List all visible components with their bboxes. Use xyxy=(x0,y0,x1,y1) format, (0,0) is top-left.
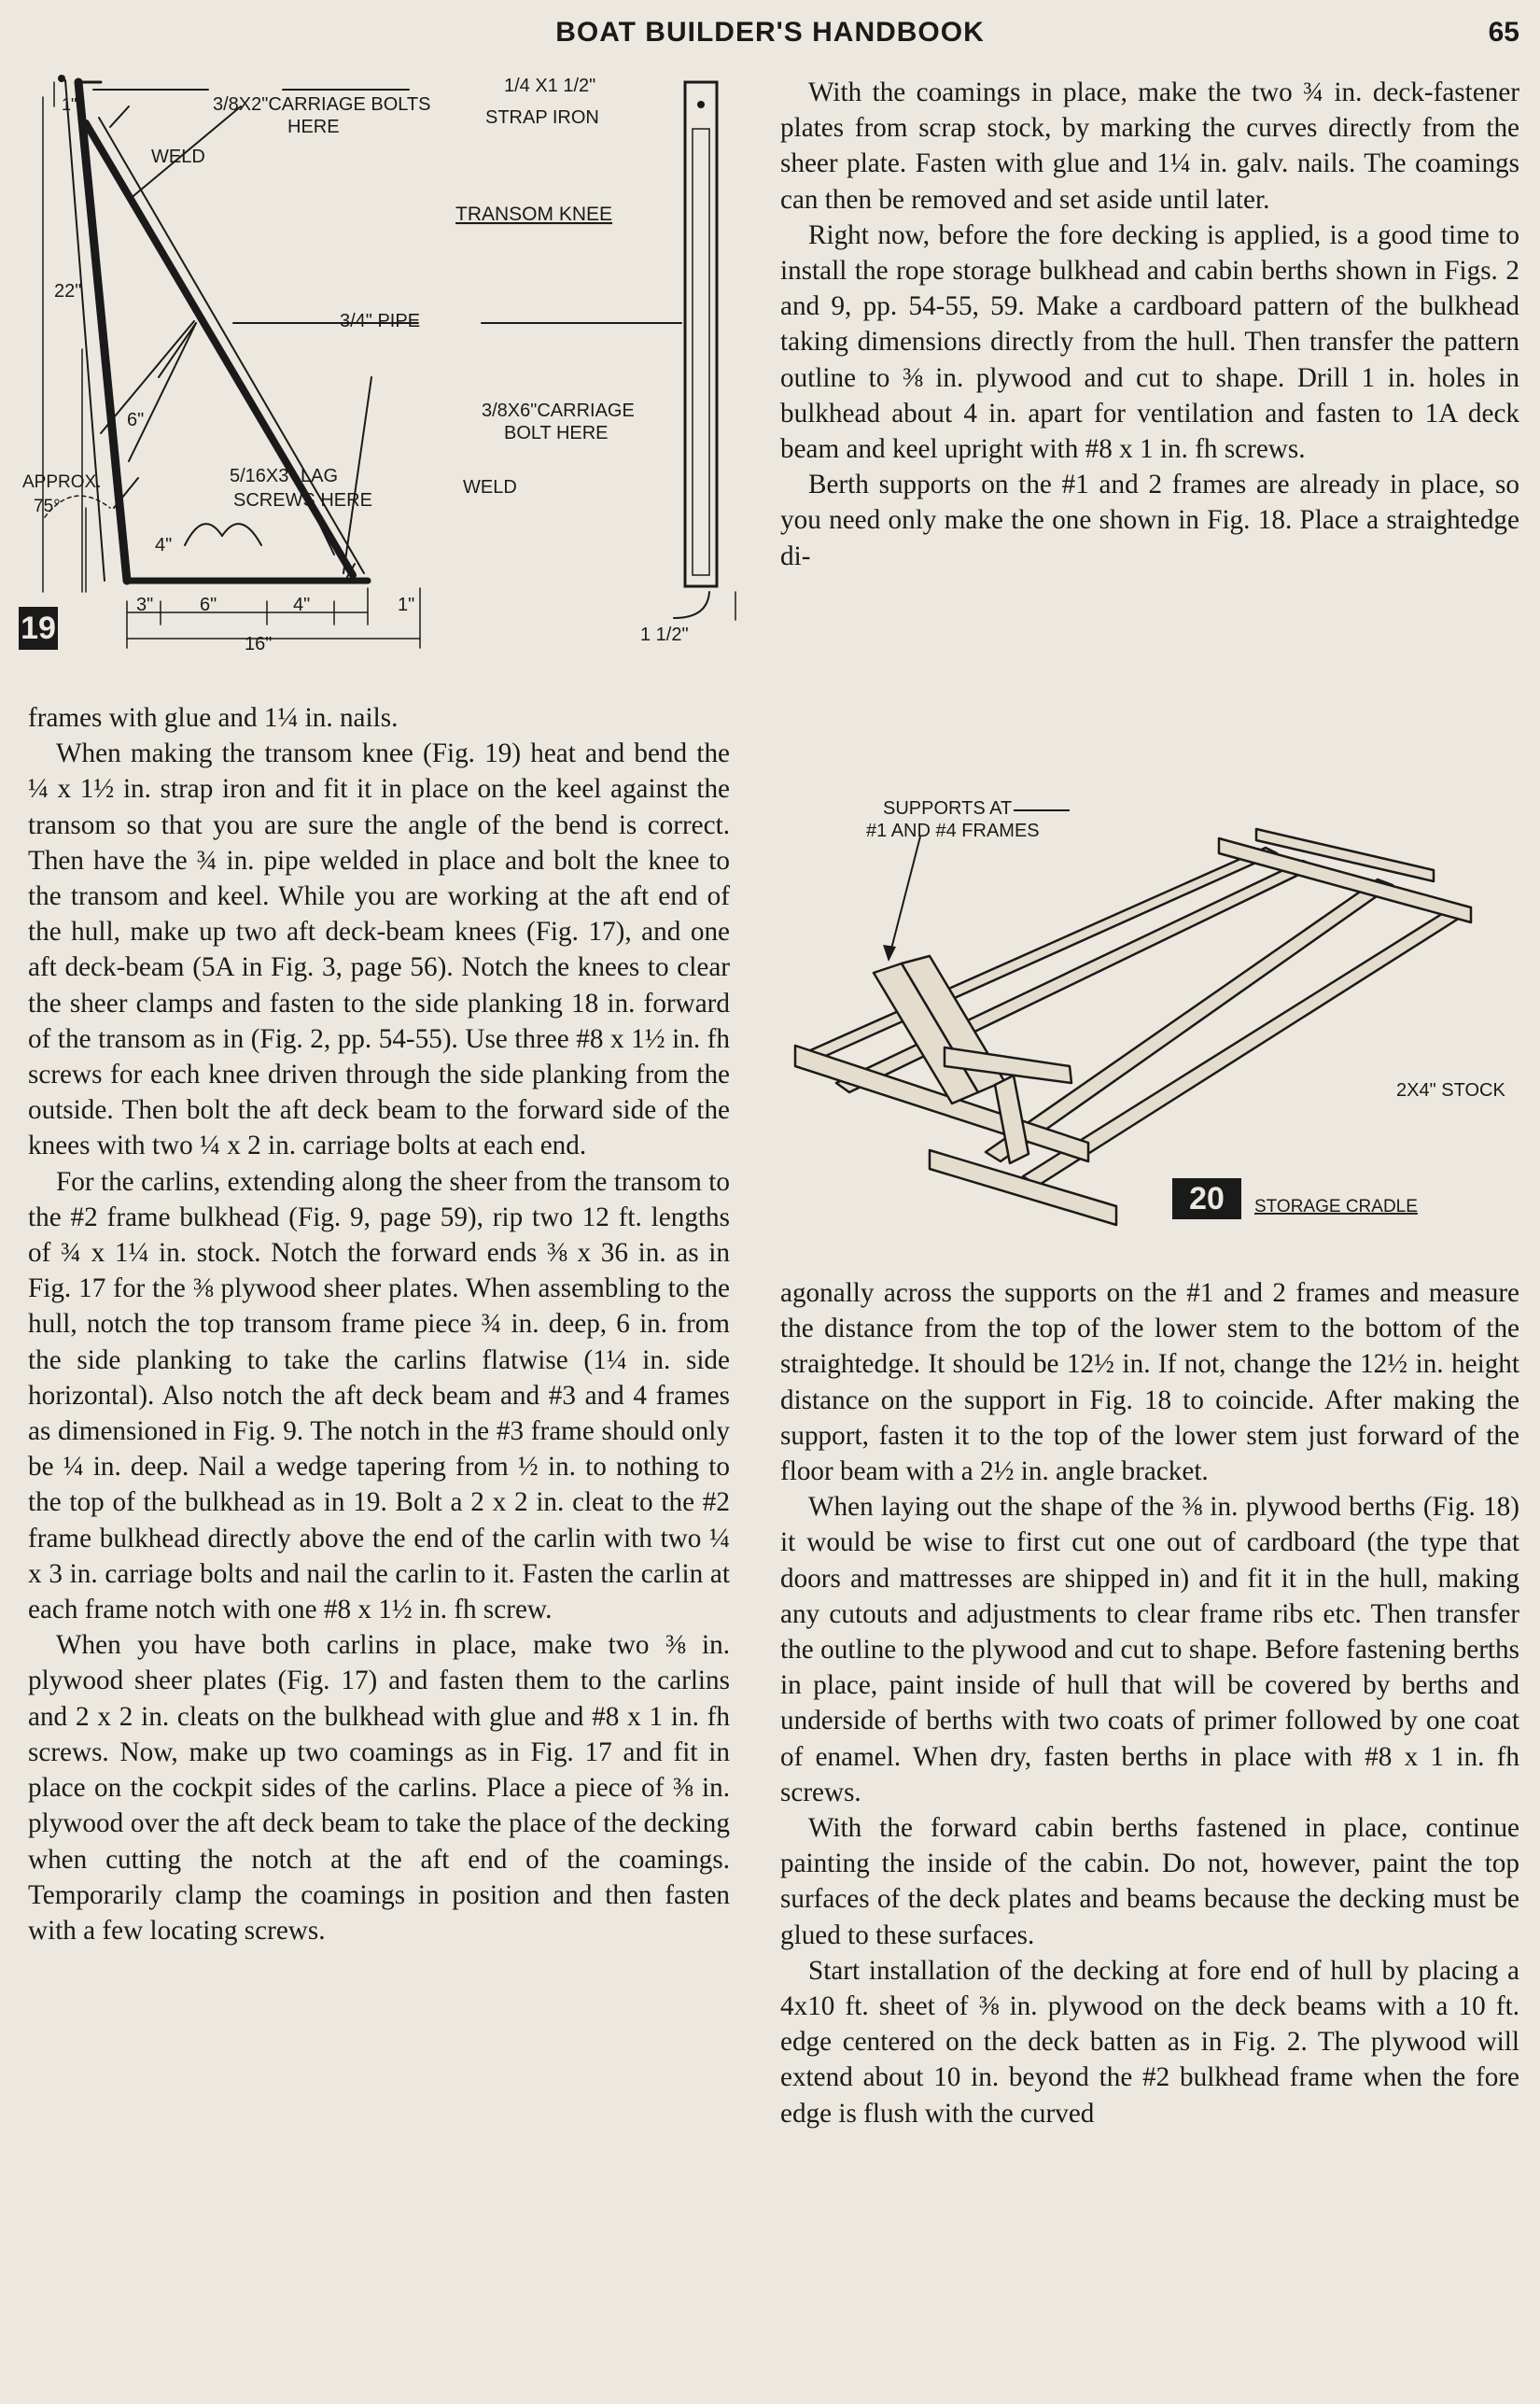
label-angle: 75° xyxy=(34,497,61,516)
figure-20-number: 20 xyxy=(1172,1178,1241,1219)
label-frames: #1 AND #4 FRAMES xyxy=(866,821,1040,841)
running-title: BOAT BUILDER'S HANDBOOK xyxy=(555,17,985,48)
dim-4-vertical: 4" xyxy=(155,535,173,555)
label-lag-screws: 5/16X3" LAG xyxy=(230,466,339,486)
label-carriage-bolt-6: 3/8X6"CARRIAGE xyxy=(482,401,635,421)
paragraph: frames with glue and 1¼ in. nails. xyxy=(28,703,399,733)
page-header xyxy=(0,11,1540,54)
paragraph: Right now, before the fore decking is applied, is a good time to install the rope storage bulkhead and cabin berths shown in Figs. 2 and 9, pp. 54-55, 59. Make a cardboard pattern of the bulkhead taking dimensions directly from the hull. Then transfer the pattern outline to ⅜ in. plywood and cut to shape. Drill 1 in. holes in bulkhead about 4 in. apart for ventilation and fasten to 1A deck beam and keel upright with #8 x 1 in. fh screws. xyxy=(780,219,1519,465)
label-approx: APPROX. xyxy=(22,472,102,492)
dim-1-top: 1" xyxy=(62,95,77,114)
figure-19-title: TRANSOM KNEE xyxy=(455,204,613,225)
label-stock: 2X4" STOCK xyxy=(1396,1080,1505,1101)
label-weld-bottom: WELD xyxy=(463,477,517,498)
label-pipe: 3/4" PIPE xyxy=(340,311,421,331)
paragraph: Berth supports on the #1 and 2 frames are already in place, so you need only make the one shown in Fig. 18. Place a straightedge di- xyxy=(780,470,1519,571)
paragraph: Start installation of the decking at fore end of hull by placing a 4x10 ft. sheet of ⅜ in. plywood on the deck beams with a 10 ft. edge centered on the deck batten as in Fig. 2. The plywood will extend about 10 in. beyond the #2 bulkhead frame when the fore edge is flush with the curved xyxy=(780,1955,1519,2129)
label-strap-iron-size: 1/4 X1 1/2" xyxy=(504,76,596,96)
paragraph: With the coamings in place, make the two ¾ in. deck-fastener plates from scrap stock, by marking the curves directly from the sheer plate. Fasten with glue and 1¼ in. galv. nails. The coamings can then be removed and set aside until later. xyxy=(780,77,1519,215)
figure-20 xyxy=(780,795,1527,1234)
paragraph: When laying out the shape of the ⅜ in. plywood berths (Fig. 18) it would be wise to first cut one out of cardboard (the type that doors and mattresses are shipped in) and fit it in the hull, making any cutouts and adjustments to clear frame ribs etc. Then transfer the outline to the plywood and cut to shape. Before fastening berths in place, paint inside of hull that will be covered by berths and underside of berths with two coats of primer followed by one coat of enamel. When dry, fasten berths in place with #8 x 1 in. fh screws. xyxy=(780,1492,1519,1807)
dim-4-horizontal: 4" xyxy=(293,595,311,615)
figure-19 xyxy=(17,69,754,695)
page-number: 65 xyxy=(1488,17,1519,48)
right-text-column-top xyxy=(780,75,1519,574)
label-supports-at: SUPPORTS AT xyxy=(883,798,1013,819)
paragraph: agonally across the supports on the #1 and 2 frames and measure the distance from the top of the lower stem to the bottom of the straightedge. It should be 12½ in. If not, change the 12½ in. height distance on the support in Fig. 18 to coincide. After making the support, fasten it to the top of the lower stem just forward of the floor beam with a 2½ in. angle bracket. xyxy=(780,1278,1519,1487)
transom-knee-diagram xyxy=(17,69,754,695)
paragraph: When making the transom knee (Fig. 19) heat and bend the ¼ x 1½ in. strap iron and fit it in place on the keel against the transom so that you are sure the angle of the bend is correct. Then have the ¾ in. pipe welded in place and bolt the knee to the transom and keel. While you are working at the aft end of the hull, make up two aft deck-beam knees (Fig. 17), and one aft deck-beam (5A in Fig. 3, page 56). Notch the knees to clear the sheer clamps and fasten to the side planking 18 in. forward of the transom as in (Fig. 2, pp. 54-55). Use three #8 x 1½ in. fh screws for each knee driven through the side planking from the outside. Then bolt the aft deck beam to the forward side of the knees with two ¼ x 2 in. carriage bolts at each end. xyxy=(28,738,730,1161)
paragraph: When you have both carlins in place, make two ⅜ in. plywood sheer plates (Fig. 17) and fasten them to the carlins and 2 x 2 in. cleats on the bulkhead with glue and #8 x 1 in. fh screws. Now, make up two coamings as in Fig. 17 and fit in place on the cockpit sides of the carlins. Place a piece of ⅜ in. plywood over the aft deck beam to take the place of the decking when cutting the notch at the aft end of the coamings. Temporarily clamp the coamings in position and then fasten with a few locating screws. xyxy=(28,1630,730,1946)
left-text-column xyxy=(28,700,730,1948)
label-carriage-bolts-here: HERE xyxy=(287,117,340,137)
paragraph: With the forward cabin berths fastened in place, continue painting the inside of the cabin. Do not, however, paint the top surfaces of the deck plates and beams because the decking must be glued to these surfaces. xyxy=(780,1813,1519,1950)
label-strap-iron: STRAP IRON xyxy=(485,107,599,128)
dim-16: 16" xyxy=(245,634,273,654)
dim-1-horizontal: 1" xyxy=(398,595,415,615)
label-weld-top: WELD xyxy=(151,147,205,167)
figure-20-caption: STORAGE CRADLE xyxy=(1254,1197,1418,1216)
right-text-column-bottom xyxy=(780,1275,1519,2131)
dim-3: 3" xyxy=(136,595,154,615)
label-bolt-here: BOLT HERE xyxy=(504,423,609,443)
dim-22: 22" xyxy=(54,281,82,302)
paragraph: For the carlins, extending along the sheer from the transom to the #2 frame bulkhead (Fig. 9, page 59), rip two 12 ft. lengths of ¾ x 1¼ in. stock. Notch the forward ends ⅜ x 36 in. as in Fig. 17 for the ⅜ plywood sheer plates. When assembling to the hull, notch the top transom frame piece ¾ in. deep, 6 in. from the side planking to take the carlins flatwise (1¼ in. side horizontal). Also notch the aft deck beam and #3 and 4 frames as dimensioned in Fig. 9. The notch in the #3 frame should only be ¼ in. deep. Nail a wedge tapering from ½ in. to nothing to the top of the bulkhead as in 19. Bolt a 2 x 2 in. cleat to the #2 frame bulkhead directly above the end of the carlin with two ¼ x 3 in. carriage bolts and nail the carlin to it. Fasten the carlin at each frame notch with one #8 x 1½ in. fh screw. xyxy=(28,1166,730,1625)
label-carriage-bolts: 3/8X2"CARRIAGE BOLTS xyxy=(213,94,431,115)
storage-cradle-diagram xyxy=(780,795,1527,1234)
label-screws-here: SCREWS HERE xyxy=(233,490,372,511)
dim-6-horizontal: 6" xyxy=(200,595,217,615)
figure-19-number: 19 xyxy=(19,607,58,650)
dim-1-5: 1 1/2" xyxy=(640,625,689,645)
dim-6-vertical: 6" xyxy=(127,410,145,430)
